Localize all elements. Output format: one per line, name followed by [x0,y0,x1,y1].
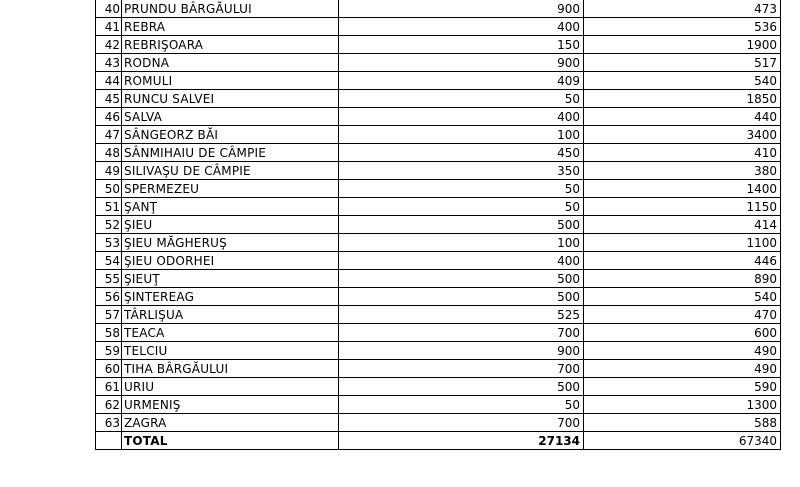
row-number-cell: 48 [96,144,122,162]
table-row [96,306,781,324]
value-a-cell: 500 [339,378,584,396]
value-b-cell: 440 [584,108,781,126]
locality-name-cell: RODNA [122,54,339,72]
row-number-cell: 62 [96,396,122,414]
value-a-cell: 400 [339,18,584,36]
locality-name-cell: ŞINTEREAG [122,288,339,306]
total-value-b-cell: 67340 [584,432,781,450]
locality-name-cell: ROMULI [122,72,339,90]
row-number-cell: 43 [96,54,122,72]
table-row [96,36,781,54]
row-number-cell: 54 [96,252,122,270]
value-b-cell: 410 [584,144,781,162]
table-row [96,54,781,72]
table-row [96,72,781,90]
value-a-cell: 900 [339,0,584,18]
value-a-cell: 50 [339,180,584,198]
value-b-cell: 446 [584,252,781,270]
locality-name-cell: URMENIŞ [122,396,339,414]
locality-name-cell: REBRA [122,18,339,36]
value-b-cell: 3400 [584,126,781,144]
locality-name-cell: REBRIŞOARA [122,36,339,54]
row-number-cell: 52 [96,216,122,234]
row-number-cell: 44 [96,72,122,90]
table-row [96,126,781,144]
value-a-cell: 150 [339,36,584,54]
locality-name-cell: ŞIEUŢ [122,270,339,288]
data-table [95,0,781,450]
row-number-cell: 53 [96,234,122,252]
table-row [96,180,781,198]
total-number-cell [96,432,122,450]
locality-name-cell: TELCIU [122,342,339,360]
table-row [96,360,781,378]
table-row [96,90,781,108]
value-b-cell: 1300 [584,396,781,414]
row-number-cell: 41 [96,18,122,36]
row-number-cell: 61 [96,378,122,396]
row-number-cell: 40 [96,0,122,18]
value-b-cell: 588 [584,414,781,432]
row-number-cell: 60 [96,360,122,378]
value-a-cell: 50 [339,396,584,414]
locality-name-cell: RUNCU SALVEI [122,90,339,108]
value-b-cell: 470 [584,306,781,324]
row-number-cell: 49 [96,162,122,180]
table-row [96,0,781,18]
value-b-cell: 1150 [584,198,781,216]
value-a-cell: 100 [339,234,584,252]
table-row [96,378,781,396]
table-row [96,198,781,216]
table-body [96,0,781,450]
locality-name-cell: ZAGRA [122,414,339,432]
value-b-cell: 540 [584,288,781,306]
row-number-cell: 63 [96,414,122,432]
value-a-cell: 700 [339,414,584,432]
table-row [96,342,781,360]
locality-name-cell: TÂRLIŞUA [122,306,339,324]
value-b-cell: 414 [584,216,781,234]
locality-name-cell: SÂNMIHAIU DE CÂMPIE [122,144,339,162]
locality-name-cell: ŞIEU MĂGHERUŞ [122,234,339,252]
value-b-cell: 517 [584,54,781,72]
table-row [96,234,781,252]
value-a-cell: 500 [339,288,584,306]
locality-name-cell: PRUNDU BÂRGĂULUI [122,0,339,18]
value-b-cell: 540 [584,72,781,90]
table-row [96,18,781,36]
table-row [96,414,781,432]
locality-name-cell: ŞANŢ [122,198,339,216]
value-a-cell: 50 [339,90,584,108]
locality-name-cell: TEACA [122,324,339,342]
table-row [96,270,781,288]
table-row [96,108,781,126]
value-b-cell: 1100 [584,234,781,252]
value-a-cell: 450 [339,144,584,162]
value-a-cell: 50 [339,198,584,216]
table-row [96,396,781,414]
value-b-cell: 890 [584,270,781,288]
table-row [96,216,781,234]
value-b-cell: 536 [584,18,781,36]
locality-name-cell: TIHA BÂRGĂULUI [122,360,339,378]
value-b-cell: 1400 [584,180,781,198]
row-number-cell: 58 [96,324,122,342]
total-value-a-cell: 27134 [339,432,584,450]
value-a-cell: 700 [339,324,584,342]
value-a-cell: 900 [339,342,584,360]
value-b-cell: 590 [584,378,781,396]
row-number-cell: 59 [96,342,122,360]
value-a-cell: 350 [339,162,584,180]
value-b-cell: 380 [584,162,781,180]
table-row [96,144,781,162]
value-a-cell: 700 [339,360,584,378]
value-a-cell: 409 [339,72,584,90]
row-number-cell: 51 [96,198,122,216]
locality-name-cell: SALVA [122,108,339,126]
locality-name-cell: SILIVAŞU DE CÂMPIE [122,162,339,180]
value-a-cell: 400 [339,108,584,126]
value-b-cell: 490 [584,360,781,378]
value-a-cell: 100 [339,126,584,144]
value-a-cell: 500 [339,270,584,288]
value-b-cell: 1850 [584,90,781,108]
value-a-cell: 900 [339,54,584,72]
value-a-cell: 500 [339,216,584,234]
row-number-cell: 56 [96,288,122,306]
row-number-cell: 57 [96,306,122,324]
table-row [96,324,781,342]
row-number-cell: 46 [96,108,122,126]
locality-name-cell: ŞIEU ODORHEI [122,252,339,270]
value-b-cell: 600 [584,324,781,342]
row-number-cell: 50 [96,180,122,198]
total-label-cell: TOTAL [122,432,339,450]
value-b-cell: 490 [584,342,781,360]
table-row [96,288,781,306]
table-row [96,252,781,270]
value-b-cell: 473 [584,0,781,18]
row-number-cell: 45 [96,90,122,108]
value-a-cell: 400 [339,252,584,270]
table-row [96,162,781,180]
locality-name-cell: SÂNGEORZ BĂI [122,126,339,144]
value-b-cell: 1900 [584,36,781,54]
locality-name-cell: ŞIEU [122,216,339,234]
row-number-cell: 47 [96,126,122,144]
value-a-cell: 525 [339,306,584,324]
locality-name-cell: URIU [122,378,339,396]
total-row [96,432,781,450]
row-number-cell: 42 [96,36,122,54]
row-number-cell: 55 [96,270,122,288]
locality-name-cell: SPERMEZEU [122,180,339,198]
